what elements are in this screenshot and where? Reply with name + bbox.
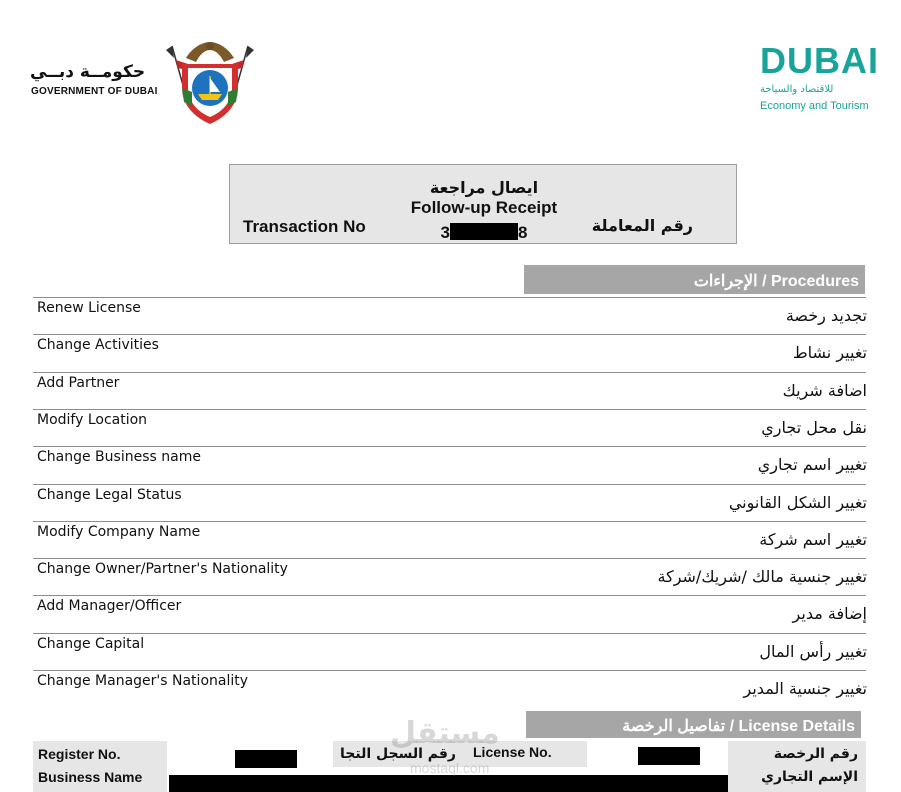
procedure-label-english: Change Owner/Partner's Nationality <box>37 561 288 578</box>
procedure-row <box>33 372 866 410</box>
register-no-label-arabic: رقم السجل التجا <box>340 746 456 762</box>
procedure-label-arabic: نقل محل تجاري <box>761 417 867 437</box>
license-no-label-arabic: رقم الرخصة <box>773 746 858 762</box>
procedure-row <box>33 484 866 522</box>
procedure-label-arabic: تجديد رخصة <box>785 306 867 325</box>
redacted-block <box>450 223 518 240</box>
procedure-row <box>33 558 866 596</box>
watermark-english: mostaql.com <box>410 760 490 776</box>
procedure-label-english: Modify Location <box>37 411 148 428</box>
business-name-label-english: Business Name <box>38 769 143 785</box>
gov-name-arabic: حكومــة دبــي <box>30 62 146 82</box>
procedure-row <box>33 521 866 559</box>
procedure-row <box>33 633 866 671</box>
procedure-label-arabic: تغيير الشكل القانوني <box>728 492 867 512</box>
license-details-section-title: تفاصيل الرخصة / License Details <box>622 718 855 735</box>
transaction-number <box>230 223 738 243</box>
watermark-arabic: مستقل <box>390 716 500 751</box>
procedure-row <box>33 446 866 484</box>
transaction-no-label-english: Transaction No <box>243 217 366 236</box>
receipt-title-english: Follow-up Receipt <box>410 198 558 217</box>
dubai-dept-arabic: للاقتصاد والسياحة <box>760 84 834 95</box>
register-no-redacted <box>235 750 297 768</box>
procedure-label-english: Renew License <box>37 300 141 316</box>
procedure-label-arabic: تغيير اسم تجاري <box>757 455 867 475</box>
procedure-row <box>33 297 866 335</box>
procedure-label-english: Change Business name <box>37 449 201 466</box>
procedure-label-english: Change Legal Status <box>37 486 182 503</box>
procedure-row <box>33 595 866 633</box>
transaction-number-end: 8 <box>518 223 528 242</box>
procedure-label-arabic: تغيير جنسية المدير <box>743 679 867 698</box>
receipt-title-arabic: ايصال مراجعة <box>429 178 539 197</box>
license-details-section-header <box>526 711 861 738</box>
dubai-government-emblem-icon <box>162 36 258 126</box>
procedure-label-arabic: تغيير اسم شركة <box>759 529 867 549</box>
procedures-section-title: الإجراءات / Procedures <box>693 273 859 290</box>
transaction-number-start: 3 <box>440 223 450 242</box>
dubai-logo-wordmark: DUBAI <box>760 40 879 81</box>
gov-name-english: GOVERNMENT OF DUBAI <box>31 86 158 97</box>
business-name-label-arabic: الإسم التجاري <box>761 769 858 785</box>
procedure-label-english: Change Manager's Nationality <box>37 673 249 689</box>
dubai-dept-english: Economy and Tourism <box>760 100 869 112</box>
license-no-label-english: License No. <box>473 744 552 760</box>
procedure-label-arabic: تغيير نشاط <box>792 343 867 363</box>
procedure-row <box>33 334 866 372</box>
procedures-section-header <box>524 265 865 294</box>
procedure-label-arabic: إضافة مدير <box>792 604 867 624</box>
procedure-label-arabic: تغيير رأس المال <box>759 641 867 661</box>
transaction-no-label-arabic: رقم المعاملة <box>591 216 693 235</box>
business-name-redacted <box>169 775 728 792</box>
procedure-label-arabic: تغيير جنسية مالك /شريك/شركة <box>657 567 867 587</box>
procedure-row <box>33 409 866 447</box>
procedure-label-english: Modify Company Name <box>37 523 201 540</box>
procedure-label-arabic: اضافة شريك <box>782 380 867 400</box>
receipt-header-box <box>229 164 737 244</box>
license-no-redacted <box>638 747 700 765</box>
register-no-label-english: Register No. <box>38 746 121 762</box>
procedure-label-english: Change Capital <box>37 635 145 652</box>
procedure-label-english: Change Activities <box>37 337 159 354</box>
procedure-label-english: Add Manager/Officer <box>37 598 182 615</box>
procedure-label-english: Add Partner <box>37 374 120 391</box>
procedure-row <box>33 670 866 708</box>
